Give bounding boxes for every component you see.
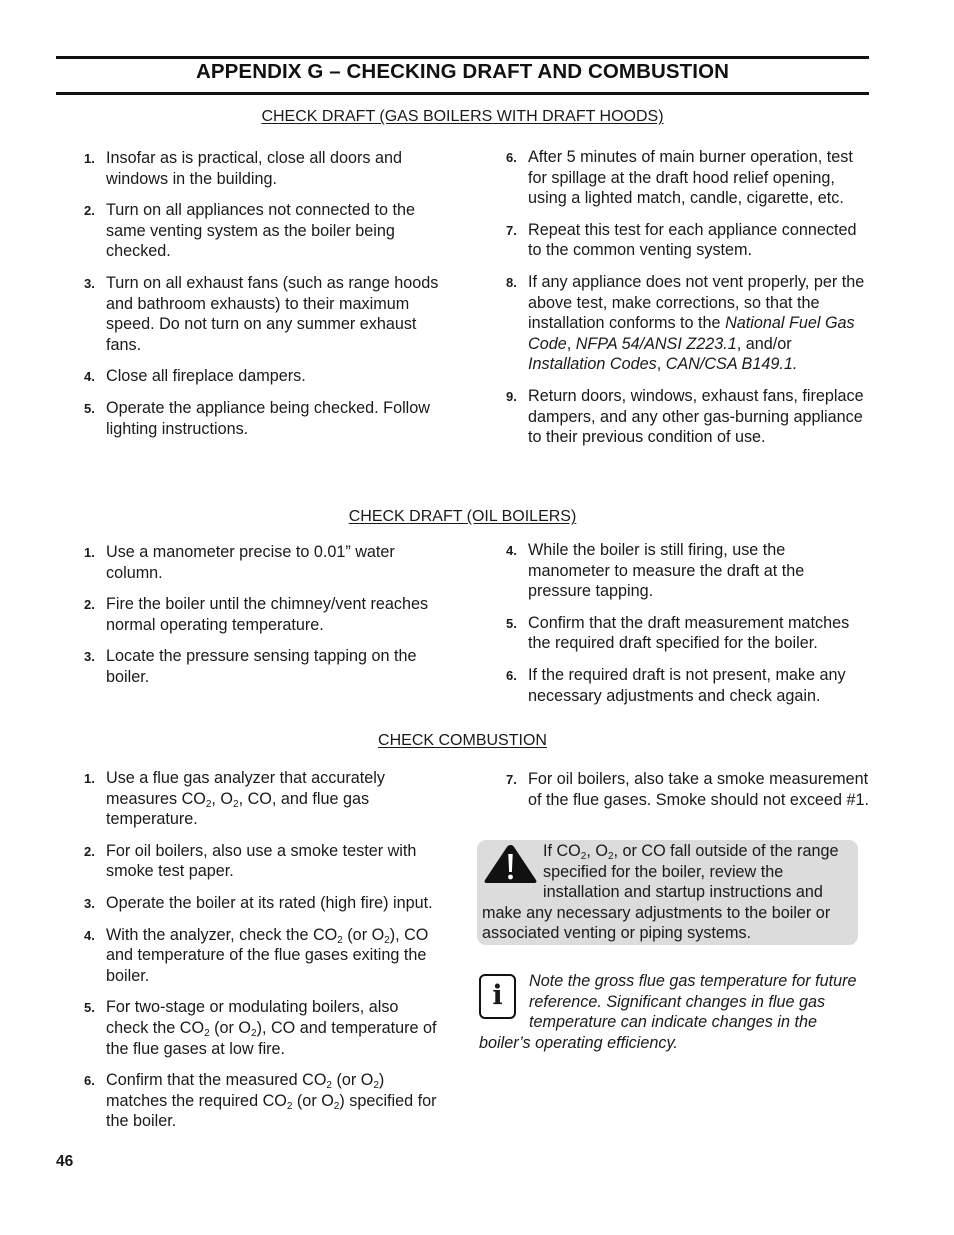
list-item: 7. Repeat this test for each appliance connected to the common venting system. — [506, 220, 857, 260]
list-item: 3. Locate the pressure sensing tapping on the boiler. — [84, 647, 417, 686]
list-item: 3. Turn on all exhaust fans (such as range hoods and bathroom exhausts) to their maximum speed. Do not turn on any summer exhaust fans. — [84, 273, 439, 354]
list-item: 3. Operate the boiler at its rated (high fire) input. — [84, 893, 433, 912]
list-item: 6. Confirm that the measured $CO_2$ (or $O_2$) matches the required $CO_2$ (or $O_2$) specified for the boiler. — [84, 1071, 437, 1131]
top-rule — [56, 56, 869, 59]
oil-list-left — [84, 542, 444, 699]
list-item: 7. For oil boilers, also take a smoke measurement of the flue gases. Smoke should not exceed #1. — [506, 770, 870, 809]
warning-callout: If $CO_2$, $O_2$, or CO fall outside of the range specified for the boiler, review the installation and startup instructions and make any necessary adjustments to the boiler or associated venting or piping systems. — [477, 840, 858, 945]
title-underline-rule — [56, 92, 869, 95]
gas-list-left — [84, 148, 444, 450]
list-item: 1. Use a flue gas analyzer that accurately measures $CO_2$, $O_2$, CO, and flue gas temperature. — [84, 769, 385, 829]
list-item: 4. While the boiler is still firing, use the manometer to measure the draft at the pressure tapping. — [506, 541, 805, 601]
info-icon: i — [479, 974, 516, 1019]
combustion-list-right — [506, 769, 871, 821]
combustion-list-left — [84, 768, 444, 1143]
page-number: 46 — [56, 1153, 74, 1170]
gas-list-right — [506, 147, 871, 459]
list-item: 5. For two-stage or modulating boilers, also check the $CO_2$ (or $O_2$), CO and temperature of the flue gases at low fire. — [84, 998, 437, 1058]
list-item: 4. Close all fireplace dampers. — [84, 367, 306, 386]
info-note-text: Note the gross flue gas temperature for future reference. Significant changes in flue gas temperature can indicate changes in the boiler’s operating efficiency. — [479, 972, 857, 1052]
list-item: 2. Turn on all appliances not connected to the same venting system as the boiler being checked. — [84, 201, 415, 261]
list-item: 5. Operate the appliance being checked. Follow lighting instructions. — [84, 398, 430, 438]
oil-list-right — [506, 540, 871, 717]
page-title: APPENDIX G – CHECKING DRAFT AND COMBUSTION — [195, 60, 730, 83]
list-item: 6. If the required draft is not present, make any necessary adjustments and check again. — [506, 665, 846, 705]
warning-triangle-icon — [482, 843, 539, 885]
info-note — [479, 971, 861, 1053]
list-item: 1. Use a manometer precise to 0.01” water column. — [84, 543, 395, 582]
heading-check-combustion: CHECK COMBUSTION — [378, 732, 547, 749]
list-item: 8. If any appliance does not vent properly, per the above test, make corrections, so that the installation conforms to the National Fuel Gas Code, NFPA 54/ANSI Z223.1, and/or Installation Codes, CAN/CSA B149.1. — [506, 272, 865, 374]
list-item: 1. Insofar as is practical, close all doors and windows in the building. — [84, 149, 403, 188]
list-item: 5. Confirm that the draft measurement matches the required draft specified for the boiler. — [506, 613, 850, 653]
heading-oil-draft: CHECK DRAFT (OIL BOILERS) — [348, 508, 577, 525]
list-item: 9. Return doors, windows, exhaust fans, fireplace dampers, and any other gas-burning appliance to their previous condition of use. — [506, 386, 864, 447]
list-item: 4. With the analyzer, check the $CO_2$ (or $O_2$), CO and temperature of the flue gases exiting the boiler. — [84, 925, 429, 985]
list-item: 2. For oil boilers, also use a smoke tester with smoke test paper. — [84, 841, 417, 881]
list-item: 2. Fire the boiler until the chimney/vent reaches normal operating temperature. — [84, 595, 429, 634]
list-item: 6. After 5 minutes of main burner operation, test for spillage at the draft hood relief opening, using a lighted match, candle, cigarette, etc. — [506, 148, 853, 208]
heading-gas-draft: CHECK DRAFT (GAS BOILERS WITH DRAFT HOODS) — [261, 108, 664, 125]
